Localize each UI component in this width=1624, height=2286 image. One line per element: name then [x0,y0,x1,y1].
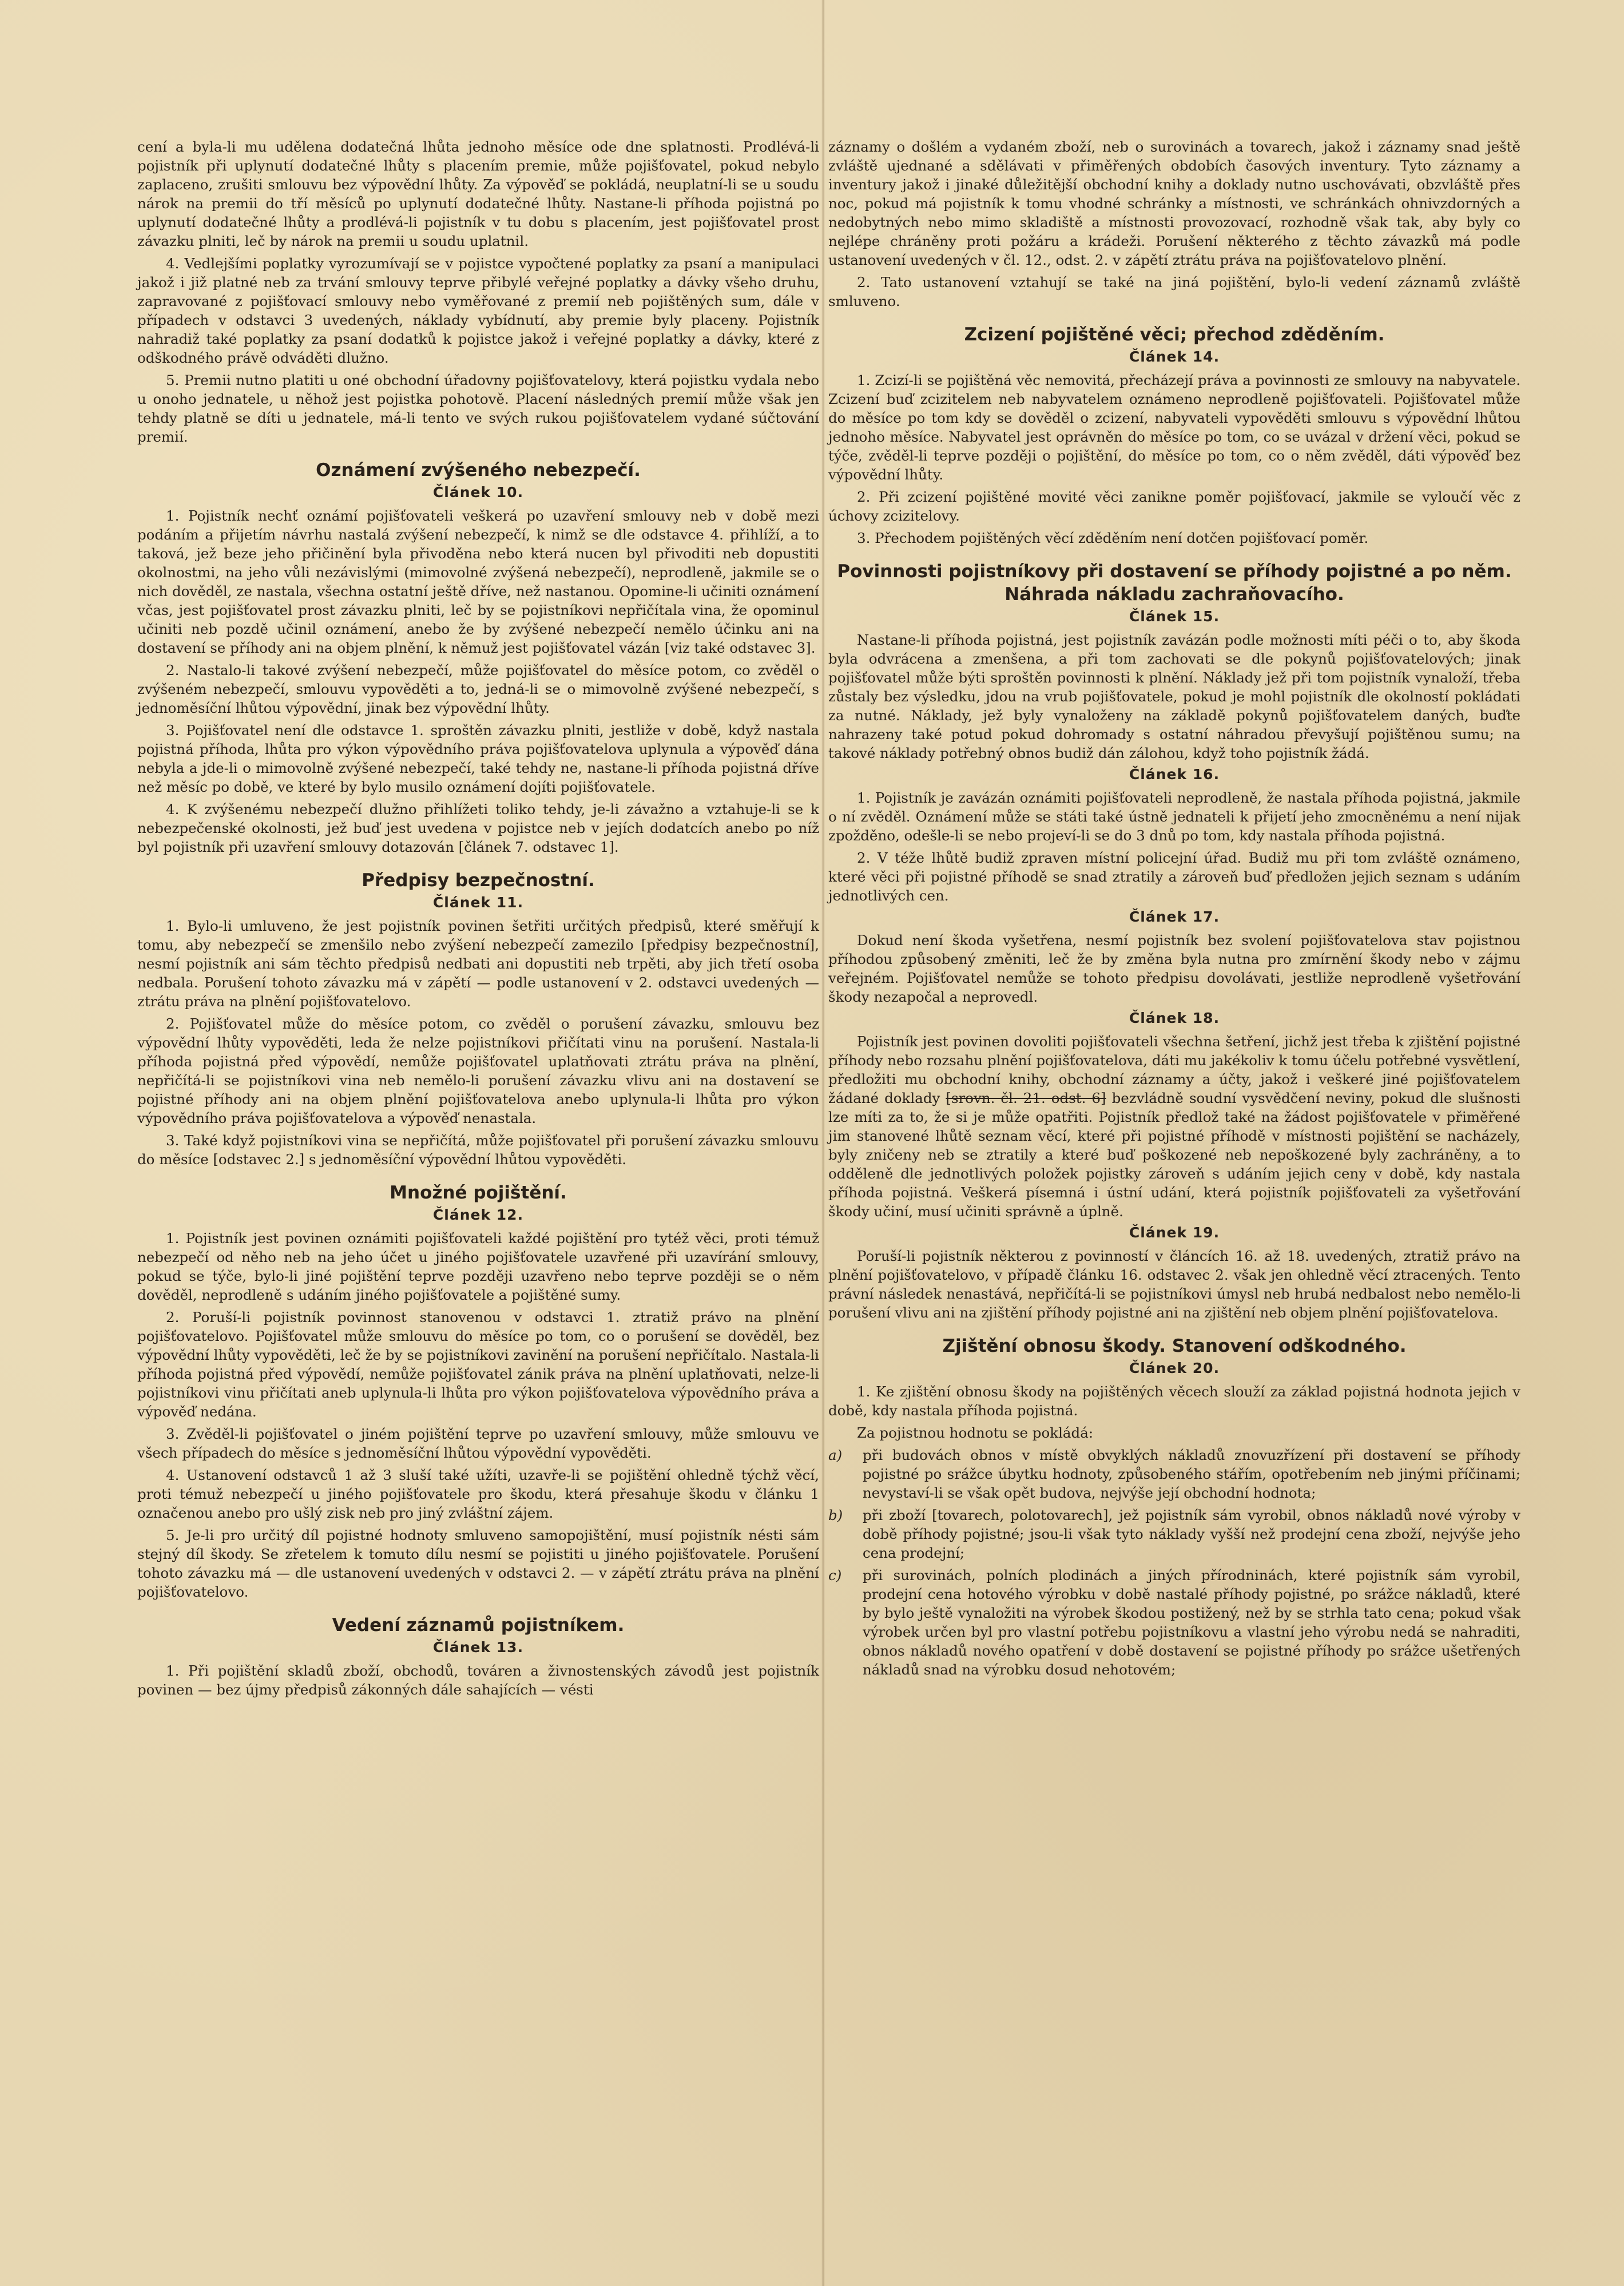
list-marker: a) [828,1447,843,1463]
paragraph [828,1032,1520,1221]
paragraph: 1. Zcizí-li se pojištěná věc nemovitá, přecházejí práva a povinnosti ze smlouvy na nabyvatele. Zcizení buď zcizitelem neb nabyvatelem oznámeno neprodleně pojišťovateli. Pojišťovatel může do měsíce po tom kdy se dověděl o zcizení, nabyvateli vypověděti smlouvu s výpovědní lhůtou jednoho měsíce. Nabyvatel jest oprávněn do měsíce po tom, co se uvázal v držení věci, pokud se týče, zvěděl-li teprve později o pojištění, do měsíce po tom, co o něm zvěděl, dáti výpověď bez výpovědní lhůty. [828,372,1520,483]
paragraph: Dokud není škoda vyšetřena, nesmí pojistník bez svolení pojišťovatelova stav pojistnou příhodou způsobený změniti, leč že by změna byla nutna pro zmírnění škody nebo v zájmu veřejném. Pojišťovatel nemůže se tohoto předpisu dovolávati, jestliže neprodleně vyšetřování škody nezapočal a neprovedl. [828,932,1520,1005]
list-text: při zboží [tovarech, polotovarech], jež pojistník sám vyrobil, obnos nákladů nové výroby v době příhody pojistné; jsou-li však tyto náklady vyšší než prodejní cena zboží, nejvýše jeho cena prodejní; [863,1507,1520,1561]
paragraph: 1. Pojistník je zavázán oznámiti pojišťovateli neprodleně, že nastala příhoda pojistná, jakmile o ní zvěděl. Oznámení může se státi také ústně jednateli k přijetí jeho zmocněnému a není nijak zpožděno, odešle-li se nebo projeví-li se do 3 dnů po tom, kdy nastala příhoda pojistná. [828,789,1520,844]
page-fold [821,0,825,2286]
paragraph: 3. Také když pojistníkovi vina se nepřičítá, může pojišťovatel při porušení závazku smlouvu do měsíce [odstavec 2.] s jednoměsíční výpovědní lhůtou vypověděti. [137,1132,819,1168]
section-heading: Zjištění obnosu škody. Stanovení odškodného. [942,1336,1407,1356]
paragraph: 4. Ustanovení odstavců 1 až 3 sluší také užíti, uzavře-li se pojištění ohledně týchž věcí, proti témuž nebezpečí u jiného pojišťovatele pro škodu, která přesahuje škodu v článku 1 označenou anebo pro ušlý zisk neb pro jiný zvláštní zájem. [137,1467,819,1521]
paragraph: 1. Při pojištění skladů zboží, obchodů, továren a živnostenských závodů jest pojistník povinen — bez újmy předpisů zákonných dále sahajících — vésti [137,1662,819,1698]
article-number: Článek 14. [1129,348,1220,365]
paragraph: 4. Vedlejšími poplatky vyrozumívají se v pojistce vypočtené poplatky za psaní a manipulaci jakož i již platné neb za trvání smlouvy teprve přibylé veřejné poplatky a dávky všeho druhu, zapravované z pojišťovací smlouvy nebo vyměřované z premií neb pojištěných sum, dále v případech v odstavci 3 uvedených, náklady vybídnutí, aby premie byly placeny. Pojistník nahradiž také poplatky za psaní dodatků k pojistce jakož i veřejné poplatky a dávky, které z odškodného právě odváděti dlužno. [137,255,819,366]
section-heading: Povinnosti pojistníkovy při dostavení se příhody pojistné a po něm. Náhrada nákladu zachraňovacího. [837,561,1512,605]
paragraph: 5. Premii nutno platiti u oné obchodní úřadovny pojišťovatelovy, která pojistku vydala nebo u onoho jednatele, u něhož jest pojistka pohotově. Placení následných premií může však jen tehdy platně se díti u jednatele, má-li tento ve svých rukou pojišťovatelem vydané súčtování premií. [137,372,819,445]
paragraph: 1. Bylo-li umluveno, že jest pojistník povinen šetřiti určitých předpisů, které směřují k tomu, aby nebezpečí se zmenšilo nebo zvýšení nebezpečí zamezilo [předpisy bezpečnostní], nesmí pojistník ani sám těchto předpisů nedbati ani dopustiti neb trpěti, aby jich třetí osoba nedbala. Porušení tohoto závazku má v zápětí — podle ustanovení v 2. odstavci uvedených — ztrátu práva na plnění pojišťovatelovo. [137,918,819,1010]
section-heading: Zcizení pojištěné věci; přechod zděděním. [964,324,1385,345]
article-number: Článek 17. [1129,908,1220,925]
paragraph: 4. K zvýšenému nebezpečí dlužno přihlížeti toliko tehdy, je-li závažno a vztahuje-li se k nebezpečenské okolnosti, jež buď jest uvedena v pojistce neb v jejích dodatcích anebo po níž byl pojistník při uzavření smlouvy dotazován [článek 7. odstavec 1]. [137,801,819,855]
paragraph: 3. Pojišťovatel není dle odstavce 1. sproštěn závazku plniti, jestliže v době, když nastala pojistná příhoda, lhůta pro výkon výpovědního práva pojišťovatelova uplynula a výpověď dána nebyla a jde-li o mimovolně zvýšené nebezpečí, také tehdy ne, nastane-li příhoda pojistná dříve než měsíc po době, ve které by bylo musilo oznámení dojíti pojišťovatele. [137,722,819,795]
list-marker: c) [828,1567,842,1583]
paragraph: Za pojistnou hodnotu se pokládá: [857,1424,1094,1441]
paragraph: 3. Přechodem pojištěných věcí zděděním není dotčen pojišťovací poměr. [857,530,1369,546]
list-marker: b) [828,1507,843,1523]
paragraph: 2. Tato ustanovení vztahují se také na jiná pojištění, bylo-li vedení záznamů zvláště smluveno. [828,274,1520,309]
section-heading: Vedení záznamů pojistníkem. [332,1615,625,1636]
article-number: Článek 20. [1129,1360,1220,1376]
right-column [828,137,1520,1682]
paragraph: 2. V téže lhůtě budiž zpraven místní policejní úřad. Budiž mu při tom zvláště oznámeno, které věci při pojistné příhodě se snad ztratily a zároveň buď předložen jejich seznam s udáním jednotlivých cen. [828,850,1520,904]
article-number: Článek 19. [1129,1224,1220,1241]
left-column [137,137,819,1702]
article-number: Článek 11. [432,894,524,911]
article-number: Článek 15. [1129,608,1220,625]
list-text: při surovinách, polních plodinách a jiných přírodninách, které pojistník sám vyrobil, prodejní cena hotového výrobku v době nastalé příhody pojistné, po srážce nákladů, které by bylo ještě vynaložiti na výrobek škodou postižený, než by se strhla tato cena; pokud však výrobek určen byl pro vlastní potřebu pojistníkovu a vlastní jeho výrobu nedá se nahraditi, obnos nákladů nového opatření v době dostavení se pojistné příhody po srážce ušetřených nákladů snad na výrobku dosud nehotovém; [863,1567,1520,1678]
section-heading: Množné pojištění. [390,1182,567,1203]
paragraph: 2. Nastalo-li takové zvýšení nebezpečí, může pojišťovatel do měsíce potom, co zvěděl o zvýšeném nebezpečí, smlouvu vypověděti a to, jedná-li se o mimovolně zvýšené nebezpečí, s jednoměsíční lhůtou výpovědní, jinak bez výpovědní lhůty. [137,662,819,716]
section-heading: Oznámení zvýšeného nebezpečí. [316,460,641,481]
struck-text: [srovn. čl. 21. odst. 6] [946,1090,1106,1106]
list-item [828,1446,1520,1502]
article-number: Článek 12. [432,1206,524,1223]
article-number: Článek 18. [1129,1010,1220,1026]
paragraph-text: bezvládně soudní vysvědčení neviny, pokud dle slušnosti lze míti za to, že si je může opatřiti. Pojistník předlož také na žádost pojišťovatele v přiměřené jim stanovené lhůtě seznam věcí, které při pojistné příhodě v místnosti pojištění se nacházely, byly zničeny neb se ztratily a které buď poškozené neb nepoškozené byly zachráněny, a to odděleně dle jednotlivých položek pojistky zároveň s udáním jejich ceny v době, kdy nastala příhoda pojistná. Veškerá písemná i ústní udání, která pojistník pojišťovateli za vyšetřování škody učiní, musí učiniti správně a úplně. [828,1090,1520,1220]
paragraph: 1. Pojistník nechť oznámí pojišťovateli veškerá po uzavření smlouvy neb v době mezi podáním a přijetím návrhu nastalá zvýšení nebezpečí, k nimž se dle odstavce 4. přihlíží, a to taková, jež beze jeho přičinění byla přivoděna nebo která nucen byl přivoditi neb dopustiti okolnostmi, na jeho vůli nezávislými (mimovolné zvýšená nebezpečí), neprodleně, jakmile se o nich dověděl, ze nastala, všechna ostatní ještě dříve, než nastanou. Opomine-li učiniti oznámení včas, jest pojišťovatel prost závazku plniti, leč by se pojistníkovi nepřičítala vina, že opominul učiniti neb pozdě učinil oznámení, anebo že by zvýšené nebezpečí nemělo účinku ani na dostavení se příhody ani na objem plnění, k němuž jest pojišťovatel vázán [viz také odstavec 3]. [137,507,819,656]
list-item [828,1566,1520,1679]
article-number: Článek 13. [432,1639,524,1656]
paragraph: 2. Pojišťovatel může do měsíce potom, co zvěděl o porušení závazku, smlouvu bez výpovědní lhůty vypověděti, leda že nelze pojistníkovi přičítati vinu na porušení. Nastala-li příhoda pojistná před výpovědí, nemůže pojišťovatel uplatňovati ztrátu práva na plnění, nepřičítá-li se pojistníkovi vina neb nemělo-li porušení závazku vlivu ani na dostavení se pojistné příhody ani na objem plnění pojišťovatelova anebo uplynula-li lhůta pro výkon výpovědního práva pojišťovatelova a výpověď nenastala. [137,1015,819,1126]
paragraph: 1. Ke zjištění obnosu škody na pojištěných věcech slouží za základ pojistná hodnota jejich v době, kdy nastala příhoda pojistná. [828,1383,1520,1419]
paragraph: cení a byla-li mu udělena dodatečná lhůta jednoho měsíce ode dne splatnosti. Prodlévá-li pojistník při uplynutí dodatečné lhůty s placením premie, může pojišťovatel, pokud nebylo zaplaceno, zrušiti smlouvu bez výpovědní lhůty. Za výpověď se pokládá, neuplatní-li se u soudu nárok na premii do tří měsíců po uplynutí dodatečné lhůty. Nastane-li příhoda pojistná po uplynutí dodatečné lhůty a prodlévá-li pojistník v tu dobu s placením, jest pojišťovatel prost závazku plniti, leč by nárok na premii u soudu uplatnil. [137,138,819,249]
paragraph: Poruší-li pojistník některou z povinností v článcích 16. až 18. uvedených, ztratiž právo na plnění pojišťovatelovo, v případě článku 16. odstavec 2. však jen ohledně věcí ztracených. Tento právní následek nenastává, nepřičítá-li se pojistníkovi úmysl neb hrubá nedbalost nebo nemělo-li porušení vlivu ani na zjištění příhody pojistné ani na zjištění neb objem plnění pojišťovatelova. [828,1248,1520,1321]
paragraph: Nastane-li příhoda pojistná, jest pojistník zavázán podle možnosti míti péči o to, aby škoda byla odvrácena a zmenšena, a při tom zachovati se dle pokynů pojišťovatelových; jinak pojišťovatel může býti sproštěn povinnosti k plnění. Náklady jež při tom pojistník vynaloží, třeba zůstaly bez výsledku, jdou na vrub pojišťovatele, pokud je mohl pojistník dle okolností pokládati za nutné. Náklady, jež byly vynaloženy na základě pokynů pojišťovatelem daných, buďte nahrazeny také potud pokud dohromady s ostatní náhradou převyšují pojištěnou sumu; na takové náklady potřebný obnos budiž dán zálohou, když toho pojistník žádá. [828,632,1520,761]
list-item [828,1506,1520,1562]
paragraph: 1. Pojistník jest povinen oznámiti pojišťovateli každé pojištění pro tytéž věci, proti témuž nebezpečí od něho neb na jeho účet u jiného pojišťovatele uzavřené při uzavírání smlouvy, pokud se týče, bylo-li jiné pojištění teprve později uzavřeno nebo teprve později se o něm dověděl, neprodleně s udáním jiného pojišťovatele a pojištěné sumy. [137,1230,819,1303]
list-text: při budovách obnos v místě obvyklých nákladů znovuzřízení při dostavení se příhody pojistné po srážce úbytku hodnoty, způsobeného stářím, opotřebením neb jinými příčinami; nevystaví-li se však opět budova, nejvýše její obchodní hodnota; [863,1447,1520,1501]
article-number: Článek 10. [432,484,524,501]
section-heading: Předpisy bezpečnostní. [362,870,595,891]
paragraph: 2. Při zcizení pojištěné movité věci zanikne poměr pojišťovací, jakmile se vyloučí věc z úchovy zcizitelovy. [828,489,1520,524]
paragraph: záznamy o došlém a vydaném zboží, neb o surovinách a tovarech, jakož i záznamy snad ještě zvláště ujednané a sdělávati v přiměřených obdobích časových inventury. Tyto záznamy a inventury jakož i jinaké důležitější obchodní knihy a doklady nutno uschovávati, obzvláště přes noc, pokud má pojistník k tomu vhodné schránky a místnosti, ve schránkách ohnivzdorných a nedobytných nebo mimo skladiště a místnosti provozovací, rozhodně však tak, aby byly co nejlépe chráněny proti požáru a krádeži. Porušení některého z těchto závazků má podle ustanovení uvedených v čl. 12., odst. 2. v zápětí ztrátu práva na pojišťovatelovo plnění. [828,138,1520,268]
paragraph: 5. Je-li pro určitý díl pojistné hodnoty smluveno samopojištění, musí pojistník nésti sám stejný díl škody. Se zřetelem k tomuto dílu nesmí se pojistiti u jiného pojišťovatele. Porušení tohoto závazku má — dle ustanovení uvedených v odstavci 2. — v zápětí ztrátu práva na plnění pojišťovatelovo. [137,1527,819,1600]
paragraph: 2. Poruší-li pojistník povinnost stanovenou v odstavci 1. ztratiž právo na plnění pojišťovatelovo. Pojišťovatel může smlouvu do měsíce po tom, co o porušení se dověděl, bez výpovědní lhůty vypověděti, leč že by se pojistníkovi zavinění na porušení nepřičítalo. Nastala-li příhoda pojistná před výpovědí, nemůže pojišťovatel zánik práva na plnění uplatňovati, nelze-li pojistníkovi vinu přičítati aneb uplynula-li lhůta pro výkon pojišťovatelova výpovědního práva a výpověď nedána. [137,1309,819,1420]
paragraph-text: Pojistník jest povinen dovoliti pojišťovateli všechna šetření, jichž jest třeba k zjištění pojistné příhody nebo rozsahu plnění pojišťovatelova, dáti mu jakékoliv k tomu účelu potřebné vysvětlení, předložiti mu obchodní knihy, obchodní záznamy a účty, jakož i veškeré jiné pojišťovatelem žádané doklady [828,1033,1520,1106]
article-number: Článek 16. [1129,766,1220,783]
paragraph: 3. Zvěděl-li pojišťovatel o jiném pojištění teprve po uzavření smlouvy, může smlouvu ve všech případech do měsíce s jednoměsíční lhůtou výpovědní vypověděti. [137,1426,819,1461]
